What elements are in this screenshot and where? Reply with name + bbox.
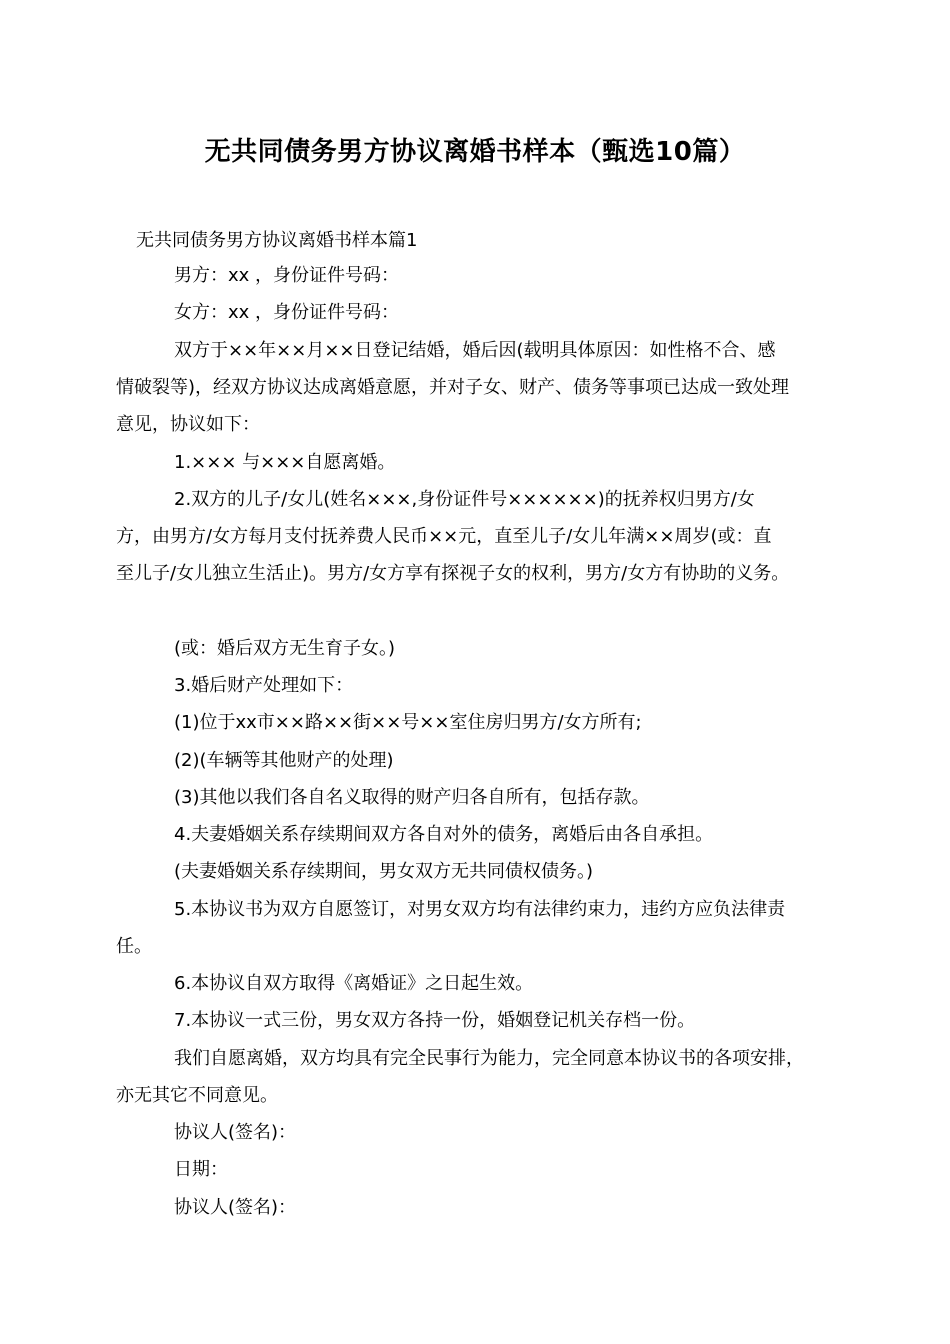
signature-label: 协议人(签名)： bbox=[174, 1122, 297, 1143]
clause-subitem-line: (3)其他以我们各自名义取得的财产归各自所有，包括存款。 bbox=[174, 787, 650, 808]
clause-subitem-line: (1)位于xx市××路××街××号××室住房归男方/女方所有; bbox=[174, 712, 642, 733]
declaration-line: 亦无其它不同意见。 bbox=[116, 1085, 278, 1106]
clause-note-line: (或：婚后双方无生育子女。) bbox=[174, 638, 396, 659]
paragraph-line: 双方于××年××月××日登记结婚，婚后因(载明具体原因：如性格不合、感 bbox=[174, 340, 776, 361]
clause-line: 1.××× 与×××自愿离婚。 bbox=[174, 452, 396, 473]
clause-line: 任。 bbox=[116, 936, 152, 957]
clause-line: 方，由男方/女方每月支付抚养费人民币××元，直至儿子/女儿年满××周岁(或：直 bbox=[116, 526, 772, 547]
clause-subitem-line: (2)(车辆等其他财产的处理) bbox=[174, 750, 394, 771]
clause-line: 6.本协议自双方取得《离婚证》之日起生效。 bbox=[174, 973, 534, 994]
party-male-line: 男方：xx ，身份证件号码： bbox=[174, 265, 400, 286]
section-heading: 无共同债务男方协议离婚书样本篇1 bbox=[136, 230, 418, 251]
paragraph-line: 情破裂等)，经双方协议达成离婚意愿，并对子女、财产、债务等事项已达成一致处理 bbox=[116, 377, 790, 398]
clause-line: 7.本协议一式三份，男女双方各持一份，婚姻登记机关存档一份。 bbox=[174, 1010, 696, 1031]
clause-line: 5.本协议书为双方自愿签订，对男女双方均有法律约束力，违约方应负法律责 bbox=[174, 899, 786, 920]
clause-line: 4.夫妻婚姻关系存续期间双方各自对外的债务，离婚后由各自承担。 bbox=[174, 824, 714, 845]
document-title: 无共同债务男方协议离婚书样本（甄选10篇） bbox=[204, 137, 746, 167]
clause-line: 至儿子/女儿独立生活止)。男方/女方享有探视子女的权利，男方/女方有协助的义务。 bbox=[116, 563, 790, 584]
clause-line: 2.双方的儿子/女儿(姓名×××,身份证件号××××××)的抚养权归男方/女 bbox=[174, 489, 755, 510]
paragraph-line: 意见，协议如下： bbox=[116, 414, 260, 435]
clause-line: 3.婚后财产处理如下： bbox=[174, 675, 354, 696]
party-female-line: 女方：xx ，身份证件号码： bbox=[174, 302, 400, 323]
declaration-line: 我们自愿离婚，双方均具有完全民事行为能力，完全同意本协议书的各项安排， bbox=[174, 1048, 804, 1069]
signature-label: 协议人(签名)： bbox=[174, 1197, 297, 1218]
date-label: 日期： bbox=[174, 1159, 228, 1180]
clause-note-line: (夫妻婚姻关系存续期间，男女双方无共同债权债务。) bbox=[174, 861, 594, 882]
